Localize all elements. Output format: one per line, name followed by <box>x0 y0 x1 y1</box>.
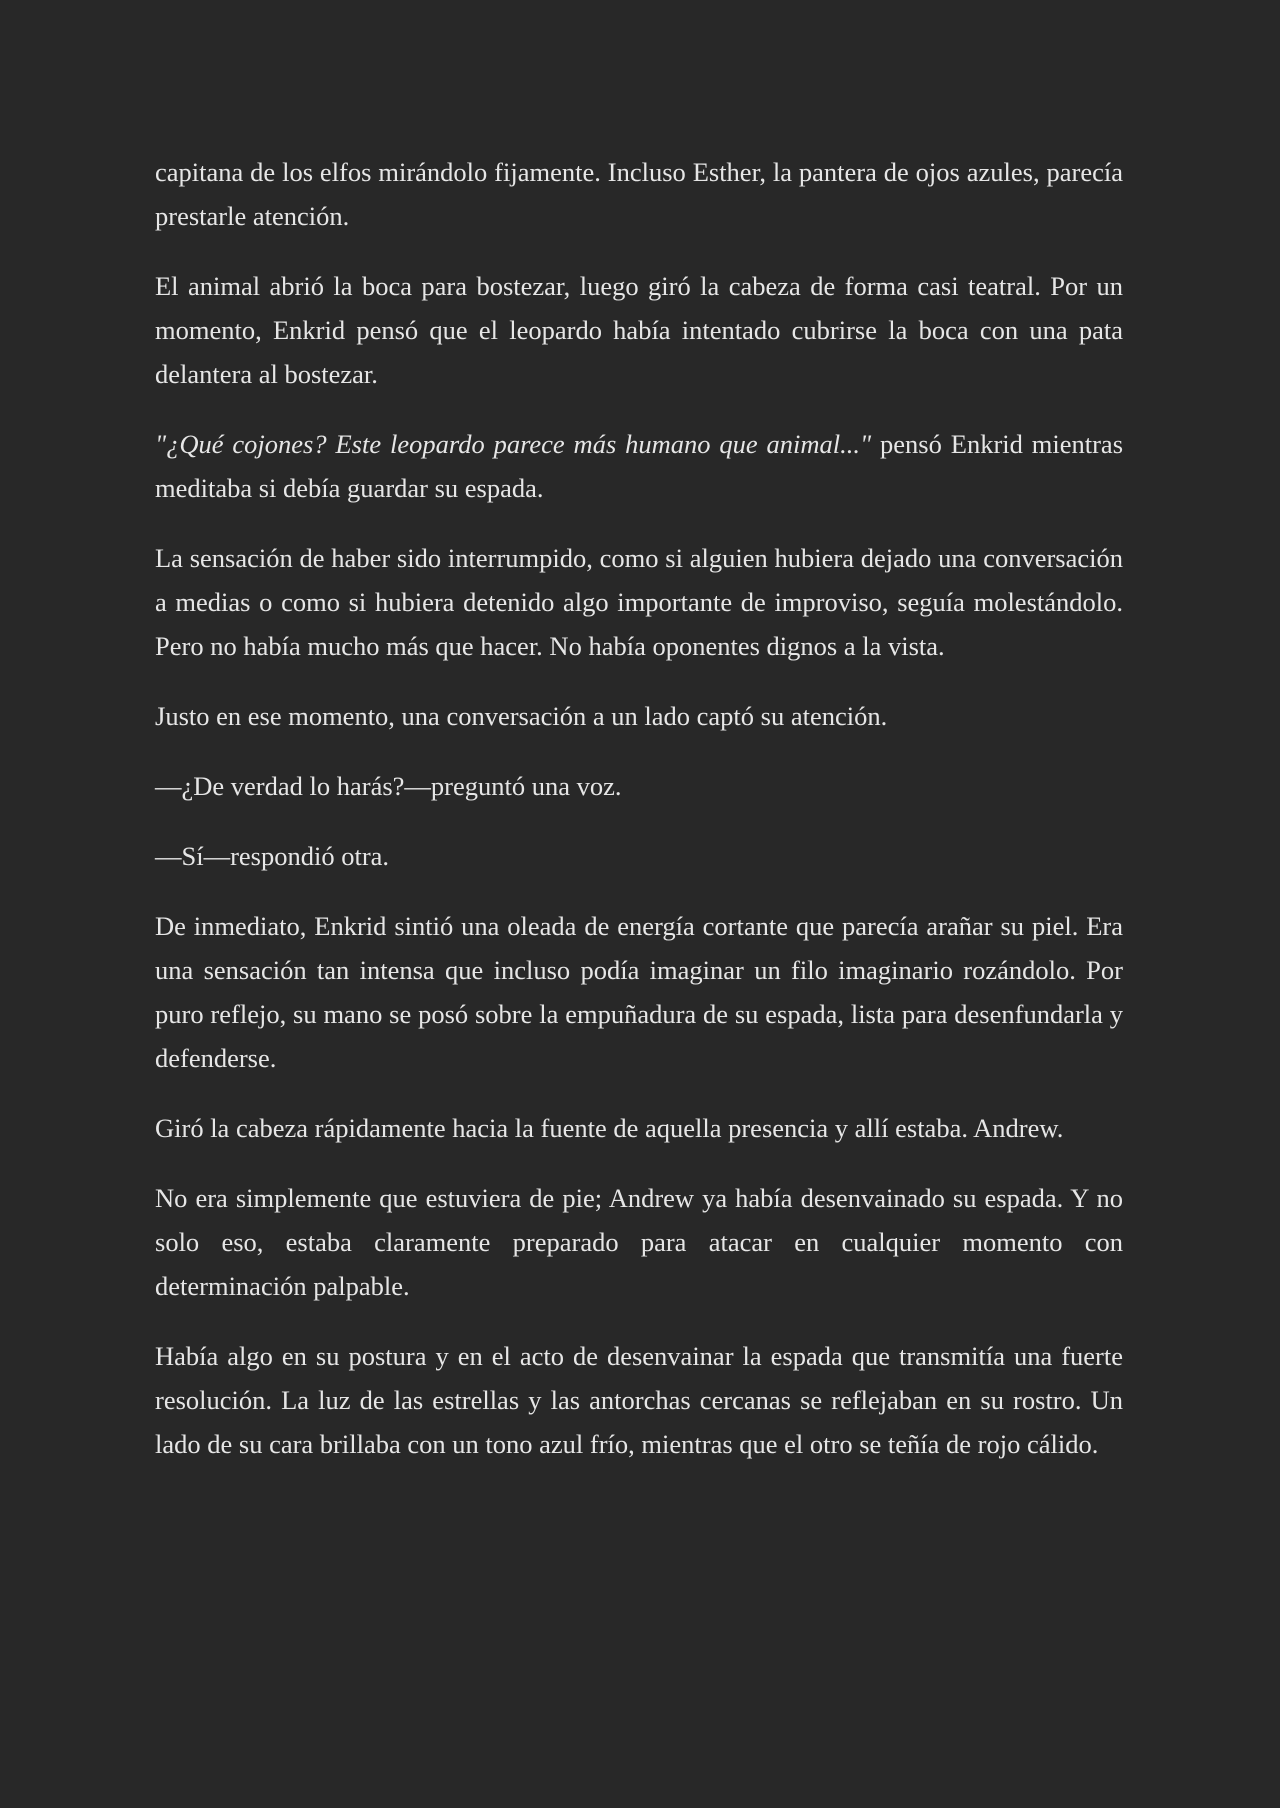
dialogue-line-1: —¿De verdad lo harás?—preguntó una voz. <box>155 771 622 801</box>
paragraph-8: De inmediato, Enkrid sintió una oleada de energía cortante que parecía arañar su piel. Era una sensación tan intensa que incluso podía imaginar un filo imaginario rozándolo. Por puro reflejo, su mano se posó sobre la empuñadura de su espada, lista para desenfundarla y defenderse. <box>155 911 1123 1073</box>
paragraph-4: La sensación de haber sido interrumpido, como si alguien hubiera dejado una conversación a medias o como si hubiera detenido algo importante de improviso, seguía molestándolo. Pero no había mucho más que hacer. No había oponentes dignos a la vista. <box>155 543 1123 661</box>
paragraph-1: capitana de los elfos mirándolo fijamente. Incluso Esther, la pantera de ojos azules, parecía prestarle atención. <box>155 157 1123 231</box>
paragraph-9: Giró la cabeza rápidamente hacia la fuente de aquella presencia y allí estaba. Andrew. <box>155 1113 1064 1143</box>
paragraph-10: No era simplemente que estuviera de pie; Andrew ya había desenvainado su espada. Y no solo eso, estaba claramente preparado para atacar en cualquier momento con determinación palpable. <box>155 1183 1123 1301</box>
dialogue-line-2: —Sí—respondió otra. <box>155 841 390 871</box>
document-page <box>155 150 1123 1492</box>
paragraph-5: Justo en ese momento, una conversación a un lado captó su atención. <box>155 701 888 731</box>
paragraph-2: El animal abrió la boca para bostezar, luego giró la cabeza de forma casi teatral. Por un momento, Enkrid pensó que el leopardo había intentado cubrirse la boca con una pata delantera al bostezar. <box>155 271 1123 389</box>
paragraph-11: Había algo en su postura y en el acto de desenvainar la espada que transmitía una fuerte resolución. La luz de las estrellas y las antorchas cercanas se reflejaban en su rostro. Un lado de su cara brillaba con un tono azul frío, mientras que el otro se teñía de rojo cálido. <box>155 1341 1123 1459</box>
paragraph-3-rest: pensó Enkrid mientras meditaba si debía guardar su espada. <box>155 429 1124 503</box>
italic-thought: "¿Qué cojones? Este leopardo parece más humano que animal..." <box>155 429 872 459</box>
paragraph-3 <box>155 422 1123 510</box>
